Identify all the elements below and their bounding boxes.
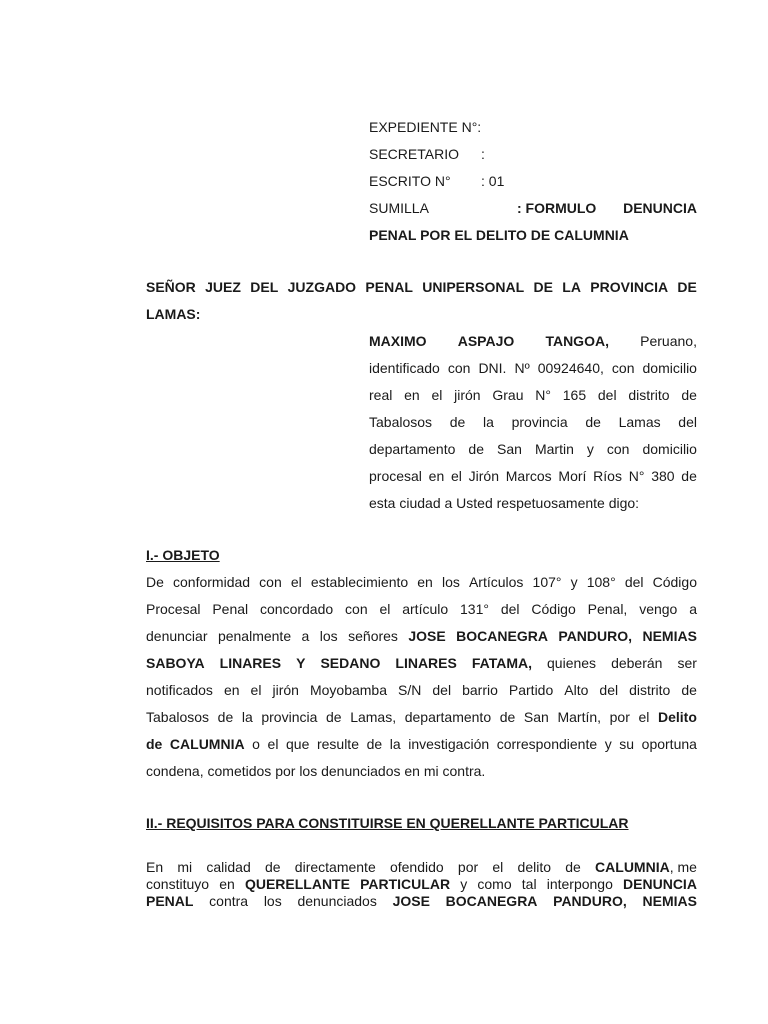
escrito-line <box>369 170 697 197</box>
word: ofendido <box>389 859 444 875</box>
word: del <box>599 682 619 698</box>
word: Moyobamba <box>309 682 387 698</box>
secretario-line <box>369 143 697 170</box>
bold-word: PENAL <box>146 893 194 909</box>
word: procesal <box>369 468 422 484</box>
word: 108° <box>586 574 616 590</box>
word: el <box>451 468 462 484</box>
paragraph-line <box>146 677 697 704</box>
addressee-block <box>146 274 697 328</box>
word: con <box>259 574 282 590</box>
word: de <box>681 682 697 698</box>
paragraph-line <box>146 650 697 677</box>
word: Artículos <box>468 574 524 590</box>
word: el <box>379 601 391 617</box>
word: jirón <box>272 682 299 698</box>
bold-word: BOCANEGRA <box>456 628 548 644</box>
bold-word: LINARES <box>219 655 282 671</box>
addressee-word: DEL <box>250 279 279 295</box>
word: en <box>428 468 445 484</box>
word: el <box>267 736 279 752</box>
word: Grau <box>492 387 524 403</box>
sumilla-line <box>369 197 697 224</box>
bold-word: LINARES <box>395 655 457 671</box>
party-name-word: TANGOA, <box>545 333 609 349</box>
party-line <box>369 463 697 490</box>
bold-word: CALUMNIA <box>169 736 245 752</box>
word: jirón <box>454 387 481 403</box>
word: investigación <box>408 736 490 752</box>
expediente-line <box>369 116 697 143</box>
word: Código <box>652 574 697 590</box>
bold-word: PANDURO, <box>558 628 633 644</box>
party-name-word: MAXIMO <box>369 333 427 349</box>
word: N° <box>535 387 551 403</box>
word: del <box>500 601 520 617</box>
word: Tabalosos <box>146 709 210 725</box>
word: Partido <box>508 682 554 698</box>
word: y <box>460 876 468 892</box>
addressee-line-2: LAMAS: <box>146 306 201 322</box>
word: notificados <box>146 682 213 698</box>
word: en <box>404 387 420 403</box>
bold-word: PARTICULAR <box>360 876 451 892</box>
expediente-label: EXPEDIENTE N°: <box>369 119 482 135</box>
addressee-word: UNIPERSONAL <box>422 279 525 295</box>
word: en <box>219 876 235 892</box>
word: del <box>624 574 644 590</box>
word: domicilio <box>642 441 697 457</box>
word: Martin <box>534 441 574 457</box>
word: el <box>431 387 443 403</box>
word: artículo <box>402 601 449 617</box>
bold-word: QUERELLANTE <box>244 876 350 892</box>
paragraph-line <box>146 859 697 876</box>
word: quienes <box>547 655 597 671</box>
paragraph-last-line: condena, cometidos por los denunciados en mi contra. <box>146 763 486 779</box>
word: denunciados <box>297 893 377 909</box>
escrito-label: ESCRITO N° <box>369 173 451 189</box>
addressee-word: PENAL <box>365 279 413 295</box>
party-line <box>369 409 697 436</box>
party-block <box>369 328 697 517</box>
secretario-colon: : <box>481 146 485 162</box>
word: identificado <box>369 360 440 376</box>
word: deberán <box>611 655 663 671</box>
word: Lamas, <box>350 709 397 725</box>
word: contra <box>209 893 249 909</box>
addressee-word: LA <box>562 279 581 295</box>
secretario-label: SECRETARIO <box>369 146 459 162</box>
sumilla-word-1: : FORMULO <box>517 200 597 216</box>
word: establecimiento <box>310 574 409 590</box>
addressee-word: JUEZ <box>205 279 241 295</box>
word: N° <box>628 468 645 484</box>
word: Penal, <box>587 601 628 617</box>
addressee-word: DE <box>533 279 553 295</box>
section-title-requisitos: II.- REQUISITOS PARA CONSTITUIRSE EN QUERELLANTE PARTICULAR <box>146 815 629 831</box>
word: oportuna <box>641 736 697 752</box>
word: San <box>523 709 549 725</box>
word: Nº <box>514 360 530 376</box>
word: constituyo <box>146 876 210 892</box>
word: distrito <box>629 682 671 698</box>
word: Penal <box>212 601 249 617</box>
addressee-line-1 <box>146 274 697 301</box>
word: a <box>301 628 310 644</box>
bold-word: JOSE <box>392 893 430 909</box>
bold-word: NEMIAS <box>642 893 697 909</box>
bold-word: FATAMA, <box>471 655 532 671</box>
addressee-word: DE <box>677 279 697 295</box>
sumilla-continuation: PENAL POR EL DELITO DE CALUMNIA <box>369 227 629 243</box>
word: 107° <box>532 574 562 590</box>
word: penalmente <box>217 628 292 644</box>
bold-word: SEDANO <box>320 655 381 671</box>
word: o <box>252 736 260 752</box>
word: Procesal <box>146 601 201 617</box>
party-name-line <box>369 328 697 355</box>
word: de <box>217 709 234 725</box>
word: que <box>286 736 310 752</box>
word: Jirón <box>468 468 500 484</box>
word: S/N <box>398 682 422 698</box>
word: de <box>565 859 581 875</box>
word: los <box>319 628 338 644</box>
word: Ríos <box>593 468 622 484</box>
word: 380 <box>651 468 675 484</box>
bold-segment: CALUMNIA <box>595 859 670 875</box>
bold-word: Delito <box>658 709 697 725</box>
sumilla-label: SUMILLA <box>369 200 429 216</box>
word: de <box>326 709 342 725</box>
word: Alto <box>564 682 589 698</box>
word: por <box>457 859 479 875</box>
addressee-word: SEÑOR <box>146 279 196 295</box>
word: concordado <box>260 601 334 617</box>
section-requisitos-body <box>146 859 697 910</box>
word: De <box>146 574 164 590</box>
section-requisitos <box>146 810 697 837</box>
paragraph-line <box>146 704 697 731</box>
word: con <box>345 601 368 617</box>
word: de <box>468 441 484 457</box>
party-line <box>369 355 697 382</box>
word: por <box>609 709 630 725</box>
paragraph-line <box>146 596 697 623</box>
party-line <box>369 382 697 409</box>
section-objeto <box>146 542 697 785</box>
word: con <box>447 360 471 376</box>
word: denunciar <box>146 628 208 644</box>
word: vengo <box>639 601 678 617</box>
party-nationality: Peruano, <box>640 333 697 349</box>
word: domicilio <box>642 360 697 376</box>
word: delito <box>517 859 551 875</box>
word: ser <box>677 655 697 671</box>
word: mi <box>177 859 193 875</box>
word: Martín, <box>557 709 602 725</box>
word: interpongo <box>546 876 613 892</box>
party-name-word: ASPAJO <box>457 333 515 349</box>
party-last-line: esta ciudad a Usted respetuosamente digo: <box>369 495 640 511</box>
word: barrio <box>462 682 498 698</box>
word: San <box>497 441 522 457</box>
word: la <box>483 414 494 430</box>
word: en <box>223 682 240 698</box>
word: Lamas <box>618 414 661 430</box>
case-header <box>369 116 697 251</box>
word: de <box>681 468 697 484</box>
word: de <box>681 387 697 403</box>
word: En <box>146 859 164 875</box>
word: directamente <box>294 859 376 875</box>
word: departamento <box>404 709 492 725</box>
word: Código <box>531 601 576 617</box>
word: señores <box>348 628 398 644</box>
word: 00924640, <box>537 360 604 376</box>
word: 131° <box>460 601 489 617</box>
word: el <box>250 682 262 698</box>
text-segment: , me <box>669 859 697 875</box>
word: la <box>241 709 253 725</box>
word: correspondiente <box>496 736 598 752</box>
word: con <box>606 441 630 457</box>
bold-word: SABOYA <box>146 655 205 671</box>
paragraph-line <box>146 731 697 758</box>
word: y <box>586 441 594 457</box>
word: DNI. <box>478 360 507 376</box>
word: con <box>611 360 635 376</box>
bold-word: Y <box>296 655 306 671</box>
word: y <box>570 574 578 590</box>
bold-word: BOCANEGRA <box>445 893 538 909</box>
paragraph-line <box>146 893 697 910</box>
bold-word: NEMIAS <box>642 628 697 644</box>
word: calidad <box>206 859 251 875</box>
word: en <box>417 574 433 590</box>
sumilla-word-2: DENUNCIA <box>623 200 697 216</box>
word: provincia <box>261 709 318 725</box>
word: a <box>689 601 697 617</box>
addressee-word: JUZGADO <box>287 279 357 295</box>
bold-word: PANDURO, <box>553 893 627 909</box>
word: el <box>492 859 504 875</box>
word: la <box>389 736 401 752</box>
word: Tabalosos <box>369 414 433 430</box>
word: resulte <box>316 736 359 752</box>
word: y <box>604 736 612 752</box>
paragraph-line <box>146 623 697 650</box>
escrito-value: : 01 <box>481 173 505 189</box>
word: del <box>597 387 617 403</box>
word: su <box>619 736 635 752</box>
word: 165 <box>562 387 587 403</box>
word: los <box>263 893 282 909</box>
word: como <box>477 876 512 892</box>
addressee-word: PROVINCIA <box>590 279 669 295</box>
section-title-objeto: I.- OBJETO <box>146 547 220 563</box>
paragraph-line <box>146 569 697 596</box>
word: los <box>441 574 460 590</box>
word: de <box>264 859 281 875</box>
word: del <box>678 414 697 430</box>
bold-word: de <box>146 736 163 752</box>
party-line <box>369 436 697 463</box>
word: el <box>638 709 650 725</box>
word: de <box>585 414 601 430</box>
word: provincia <box>511 414 568 430</box>
word: del <box>432 682 452 698</box>
word: de <box>449 414 466 430</box>
word: Marcos <box>505 468 552 484</box>
bold-word: DENUNCIA <box>623 876 697 892</box>
paragraph-line <box>146 876 697 893</box>
word: de <box>499 709 516 725</box>
word: Morí <box>558 468 587 484</box>
word: de <box>366 736 383 752</box>
word: real <box>369 387 393 403</box>
word: departamento <box>369 441 456 457</box>
word: el <box>290 574 302 590</box>
word: tal <box>521 876 537 892</box>
bold-word: JOSE <box>408 628 446 644</box>
word: distrito <box>628 387 670 403</box>
word: conformidad <box>173 574 251 590</box>
